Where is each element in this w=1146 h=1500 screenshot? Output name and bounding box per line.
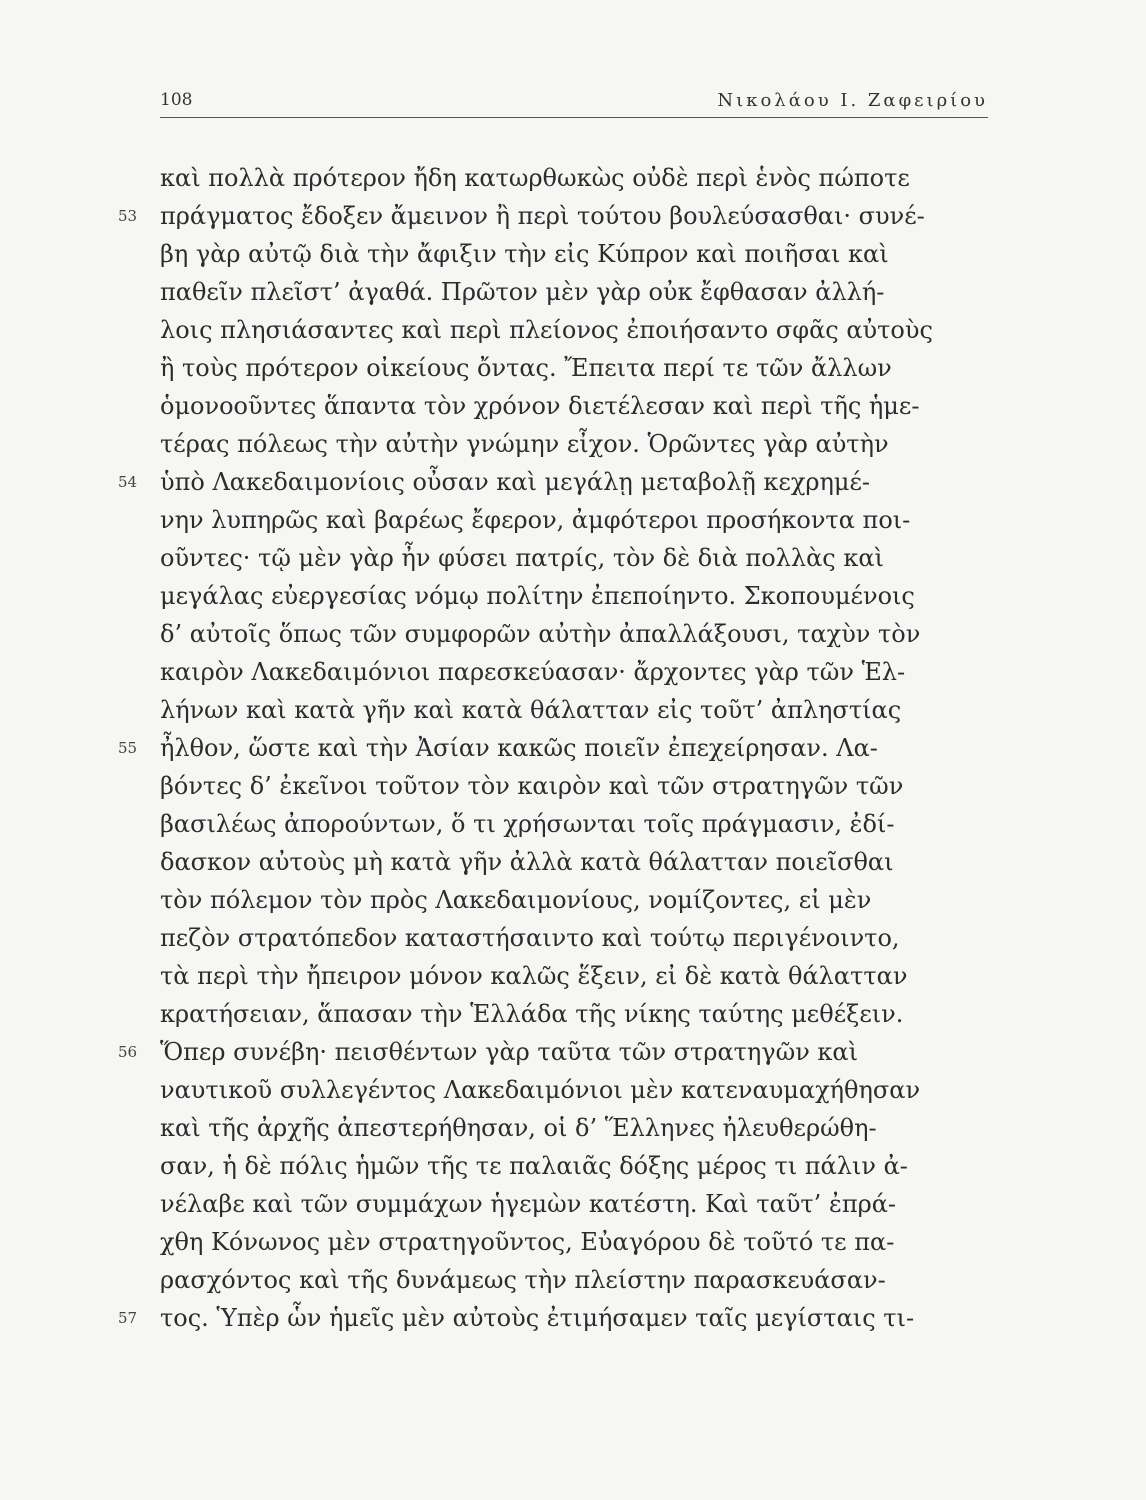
text-line: ρασχόντος καὶ τῆς δυνάμεως τὴν πλείστην παρασκευάσαν-: [160, 1266, 886, 1294]
text-line: τὰ περὶ τὴν ἤπειρον μόνον καλῶς ἕξειν, εἰ δὲ κατὰ θάλατταν: [160, 962, 908, 990]
text-line: καιρὸν Λακεδαιμόνιοι παρεσκεύασαν· ἄρχοντες γὰρ τῶν Ἑλ-: [160, 658, 906, 686]
text-line: ναυτικοῦ συλλεγέντος Λακεδαιμόνιοι μὲν κατεναυμαχήθησαν: [160, 1076, 921, 1104]
text-line: μεγάλας εὐεργεσίας νόμῳ πολίτην ἐπεποίηντο. Σκοπουμένοις: [160, 582, 915, 610]
text-line: νέλαβε καὶ τῶν συμμάχων ἡγεμὼν κατέστη. Καὶ ταῦτ’ ἐπρά-: [160, 1190, 897, 1218]
text-line: τέρας πόλεως τὴν αὐτὴν γνώμην εἶχον. Ὁρῶντες γὰρ αὐτὴν: [160, 430, 889, 458]
section-marker: 56: [118, 1043, 138, 1061]
section-marker: 54: [118, 473, 138, 491]
section-marker: 55: [118, 739, 138, 757]
text-line: ἢ τοὺς πρότερον οἰκείους ὄντας. Ἔπειτα περί τε τῶν ἄλλων: [160, 354, 892, 382]
text-line: κρατήσειαν, ἅπασαν τὴν Ἑλλάδα τῆς νίκης ταύτης μεθέξειν.: [160, 1000, 904, 1028]
text-line: λοις πλησιάσαντες καὶ περὶ πλείονος ἐποιήσαντο σφᾶς αὐτοὺς: [160, 316, 933, 344]
text-line: οῦντες· τῷ μὲν γὰρ ἦν φύσει πατρίς, τὸν δὲ διὰ πολλὰς καὶ: [160, 544, 884, 572]
text-line: τὸν πόλεμον τὸν πρὸς Λακεδαιμονίους, νομίζοντες, εἰ μὲν: [160, 886, 872, 914]
text-line: βη γὰρ αὐτῷ διὰ τὴν ἄφιξιν τὴν εἰς Κύπρον καὶ ποιῆσαι καὶ: [160, 240, 889, 268]
text-line: χθη Κόνωνος μὲν στρατηγοῦντος, Εὐαγόρου δὲ τοῦτό τε πα-: [160, 1228, 895, 1256]
text-line: πράγματος ἔδοξεν ἄμεινον ἢ περὶ τούτου βουλεύσασθαι· συνέ-: [160, 202, 925, 230]
text-line: καὶ πολλὰ πρότερον ἤδη κατωρθωκὼς οὐδὲ περὶ ἑνὸς πώποτε: [160, 164, 910, 192]
text-line: Ὅπερ συνέβη· πεισθέντων γὰρ ταῦτα τῶν στρατηγῶν καὶ: [160, 1038, 859, 1066]
header-rule: [160, 117, 988, 118]
text-line: ὑπὸ Λακεδαιμονίοις οὖσαν καὶ μεγάλῃ μεταβολῇ κεχρημέ-: [160, 468, 871, 496]
text-line: πεζὸν στρατόπεδον καταστήσαιντο καὶ τούτῳ περιγένοιντο,: [160, 924, 900, 952]
text-line: δ’ αὐτοῖς ὅπως τῶν συμφορῶν αὐτὴν ἀπαλλάξουσι, ταχὺν τὸν: [160, 620, 921, 648]
text-line: ἦλθον, ὥστε καὶ τὴν Ἀσίαν κακῶς ποιεῖν ἐπεχείρησαν. Λα-: [160, 734, 878, 762]
page-number: 108: [160, 90, 193, 110]
page-header: [160, 84, 988, 120]
text-line: καὶ τῆς ἀρχῆς ἀπεστερήθησαν, οἱ δ’ Ἕλληνες ἠλευθερώθη-: [160, 1114, 877, 1142]
text-line: βασιλέως ἀπορούντων, ὅ τι χρήσωνται τοῖς πράγμασιν, ἐδί-: [160, 810, 895, 838]
text-line: ὁμονοοῦντες ἅπαντα τὸν χρόνον διετέλεσαν καὶ περὶ τῆς ἡμε-: [160, 392, 920, 420]
text-line: δασκον αὐτοὺς μὴ κατὰ γῆν ἀλλὰ κατὰ θάλατταν ποιεῖσθαι: [160, 848, 894, 876]
text-line: σαν, ἡ δὲ πόλις ἡμῶν τῆς τε παλαιᾶς δόξης μέρος τι πάλιν ἀ-: [160, 1152, 908, 1180]
running-head: Νικολάου Ι. Ζαφειρίου: [717, 90, 988, 111]
text-line: τος. Ὑπὲρ ὧν ἡμεῖς μὲν αὐτοὺς ἐτιμήσαμεν ταῖς μεγίσταις τι-: [160, 1304, 915, 1332]
section-marker: 57: [118, 1309, 138, 1327]
text-line: βόντες δ’ ἐκεῖνοι τοῦτον τὸν καιρὸν καὶ τῶν στρατηγῶν τῶν: [160, 772, 904, 800]
text-line: νην λυπηρῶς καὶ βαρέως ἔφερον, ἀμφότεροι προσήκοντα ποι-: [160, 506, 911, 534]
text-line: παθεῖν πλεῖστ’ ἀγαθά. Πρῶτον μὲν γὰρ οὐκ ἔφθασαν ἀλλή-: [160, 278, 885, 306]
text-line: λήνων καὶ κατὰ γῆν καὶ κατὰ θάλατταν εἰς τοῦτ’ ἀπληστίας: [160, 696, 902, 724]
section-marker: 53: [118, 207, 138, 225]
